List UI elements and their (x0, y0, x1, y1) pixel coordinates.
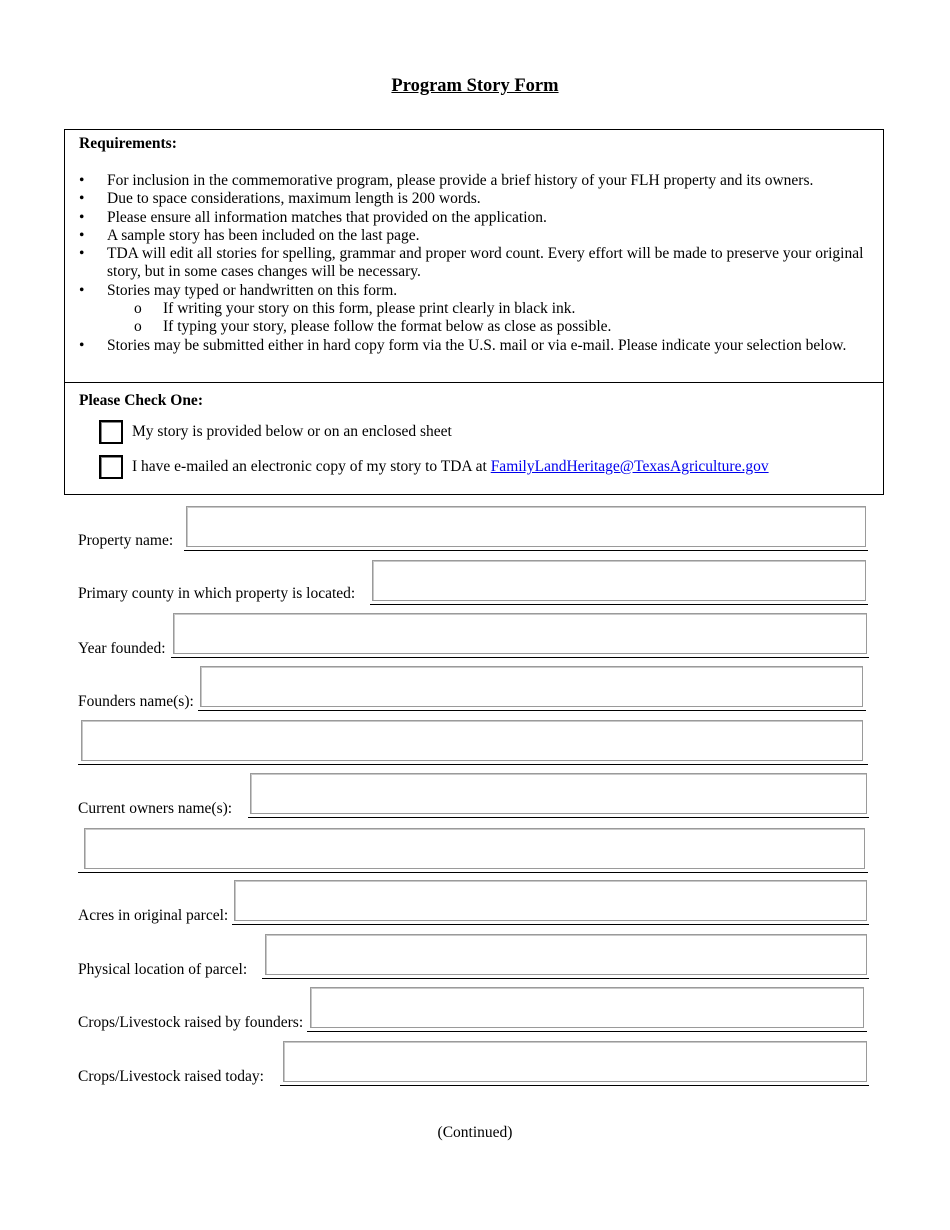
founders-names-field-line2[interactable] (81, 720, 863, 761)
underline (262, 978, 869, 979)
underline (198, 710, 866, 711)
bullet-icon: • (79, 208, 85, 226)
email-link[interactable]: FamilyLandHeritage@TexasAgriculture.gov (490, 458, 769, 475)
list-item: • Stories may typed or handwritten on this form. (79, 281, 398, 299)
acres-label: Acres in original parcel: (78, 907, 229, 924)
crops-today-field[interactable] (283, 1041, 867, 1082)
underline (184, 550, 868, 551)
current-owners-field[interactable] (250, 773, 867, 814)
year-founded-label: Year founded: (78, 640, 166, 657)
property-name-label: Property name: (78, 532, 174, 549)
bullet-icon: • (79, 336, 85, 354)
underline (307, 1031, 867, 1032)
bullet-icon: • (79, 172, 85, 189)
current-owners-field-line2[interactable] (84, 828, 865, 869)
story-enclosed-checkbox[interactable] (99, 420, 123, 444)
circle-bullet-icon: o (134, 300, 142, 318)
acres-field[interactable] (234, 880, 867, 921)
underline (78, 764, 868, 765)
bullet-icon: • (79, 226, 85, 244)
year-founded-field[interactable] (173, 613, 867, 654)
continued-note: (Continued) (437, 1124, 513, 1141)
list-item: • A sample story has been included on the last page. (79, 226, 420, 244)
sub-list-item: o If typing your story, please follow the format below as close as possible. (134, 318, 612, 336)
bullet-icon: • (79, 245, 85, 263)
crops-today-label: Crops/Livestock raised today: (78, 1068, 264, 1085)
option-emailed-label: I have e-mailed an electronic copy of my story to TDA at FamilyLandHeritage@TexasAgriculture.gov (132, 458, 769, 475)
underline (171, 657, 869, 658)
bullet-icon: • (79, 190, 85, 208)
current-owners-label: Current owners name(s): (78, 800, 233, 817)
sub-list-item: o If writing your story on this form, please print clearly in black ink. (134, 300, 576, 318)
crops-founders-label: Crops/Livestock raised by founders: (78, 1014, 304, 1031)
underline (78, 872, 868, 873)
requirements-list (79, 172, 869, 355)
list-item: • TDA will edit all stories for spelling, grammar and proper word count. Every effort will be made to preserve your original story, but in some cases changes will be necessary. (79, 245, 864, 281)
list-item: • Stories may be submitted either in hard copy form via the U.S. mail or via e-mail. Please indicate your selection below. (79, 336, 847, 354)
primary-county-field[interactable] (372, 560, 866, 601)
list-item: • Please ensure all information matches that provided on the application. (79, 208, 547, 226)
check-one-section (64, 383, 884, 495)
option-mailed-label: My story is provided below or on an enclosed sheet (132, 423, 452, 440)
bullet-icon: • (79, 281, 85, 299)
circle-bullet-icon: o (134, 318, 142, 336)
underline (280, 1085, 869, 1086)
page-title: Program Story Form (391, 76, 559, 96)
check-one-heading: Please Check One: (79, 392, 203, 409)
requirements-section (64, 129, 884, 383)
underline (232, 924, 869, 925)
property-name-field[interactable] (186, 506, 866, 547)
physical-location-label: Physical location of parcel: (78, 961, 248, 978)
founders-names-label: Founders name(s): (78, 693, 194, 710)
requirements-heading: Requirements: (79, 135, 177, 152)
list-item: • Due to space considerations, maximum length is 200 words. (79, 190, 481, 208)
crops-founders-field[interactable] (310, 987, 864, 1028)
story-emailed-checkbox[interactable] (99, 455, 123, 479)
primary-county-label: Primary county in which property is located: (78, 585, 356, 602)
underline (248, 817, 869, 818)
option-mailed (99, 420, 452, 444)
underline (370, 604, 868, 605)
option-emailed (99, 455, 769, 479)
list-item: • For inclusion in the commemorative program, please provide a brief history of your FLH property and its owners. (79, 172, 814, 189)
physical-location-field[interactable] (265, 934, 867, 975)
founders-names-field[interactable] (200, 666, 863, 707)
